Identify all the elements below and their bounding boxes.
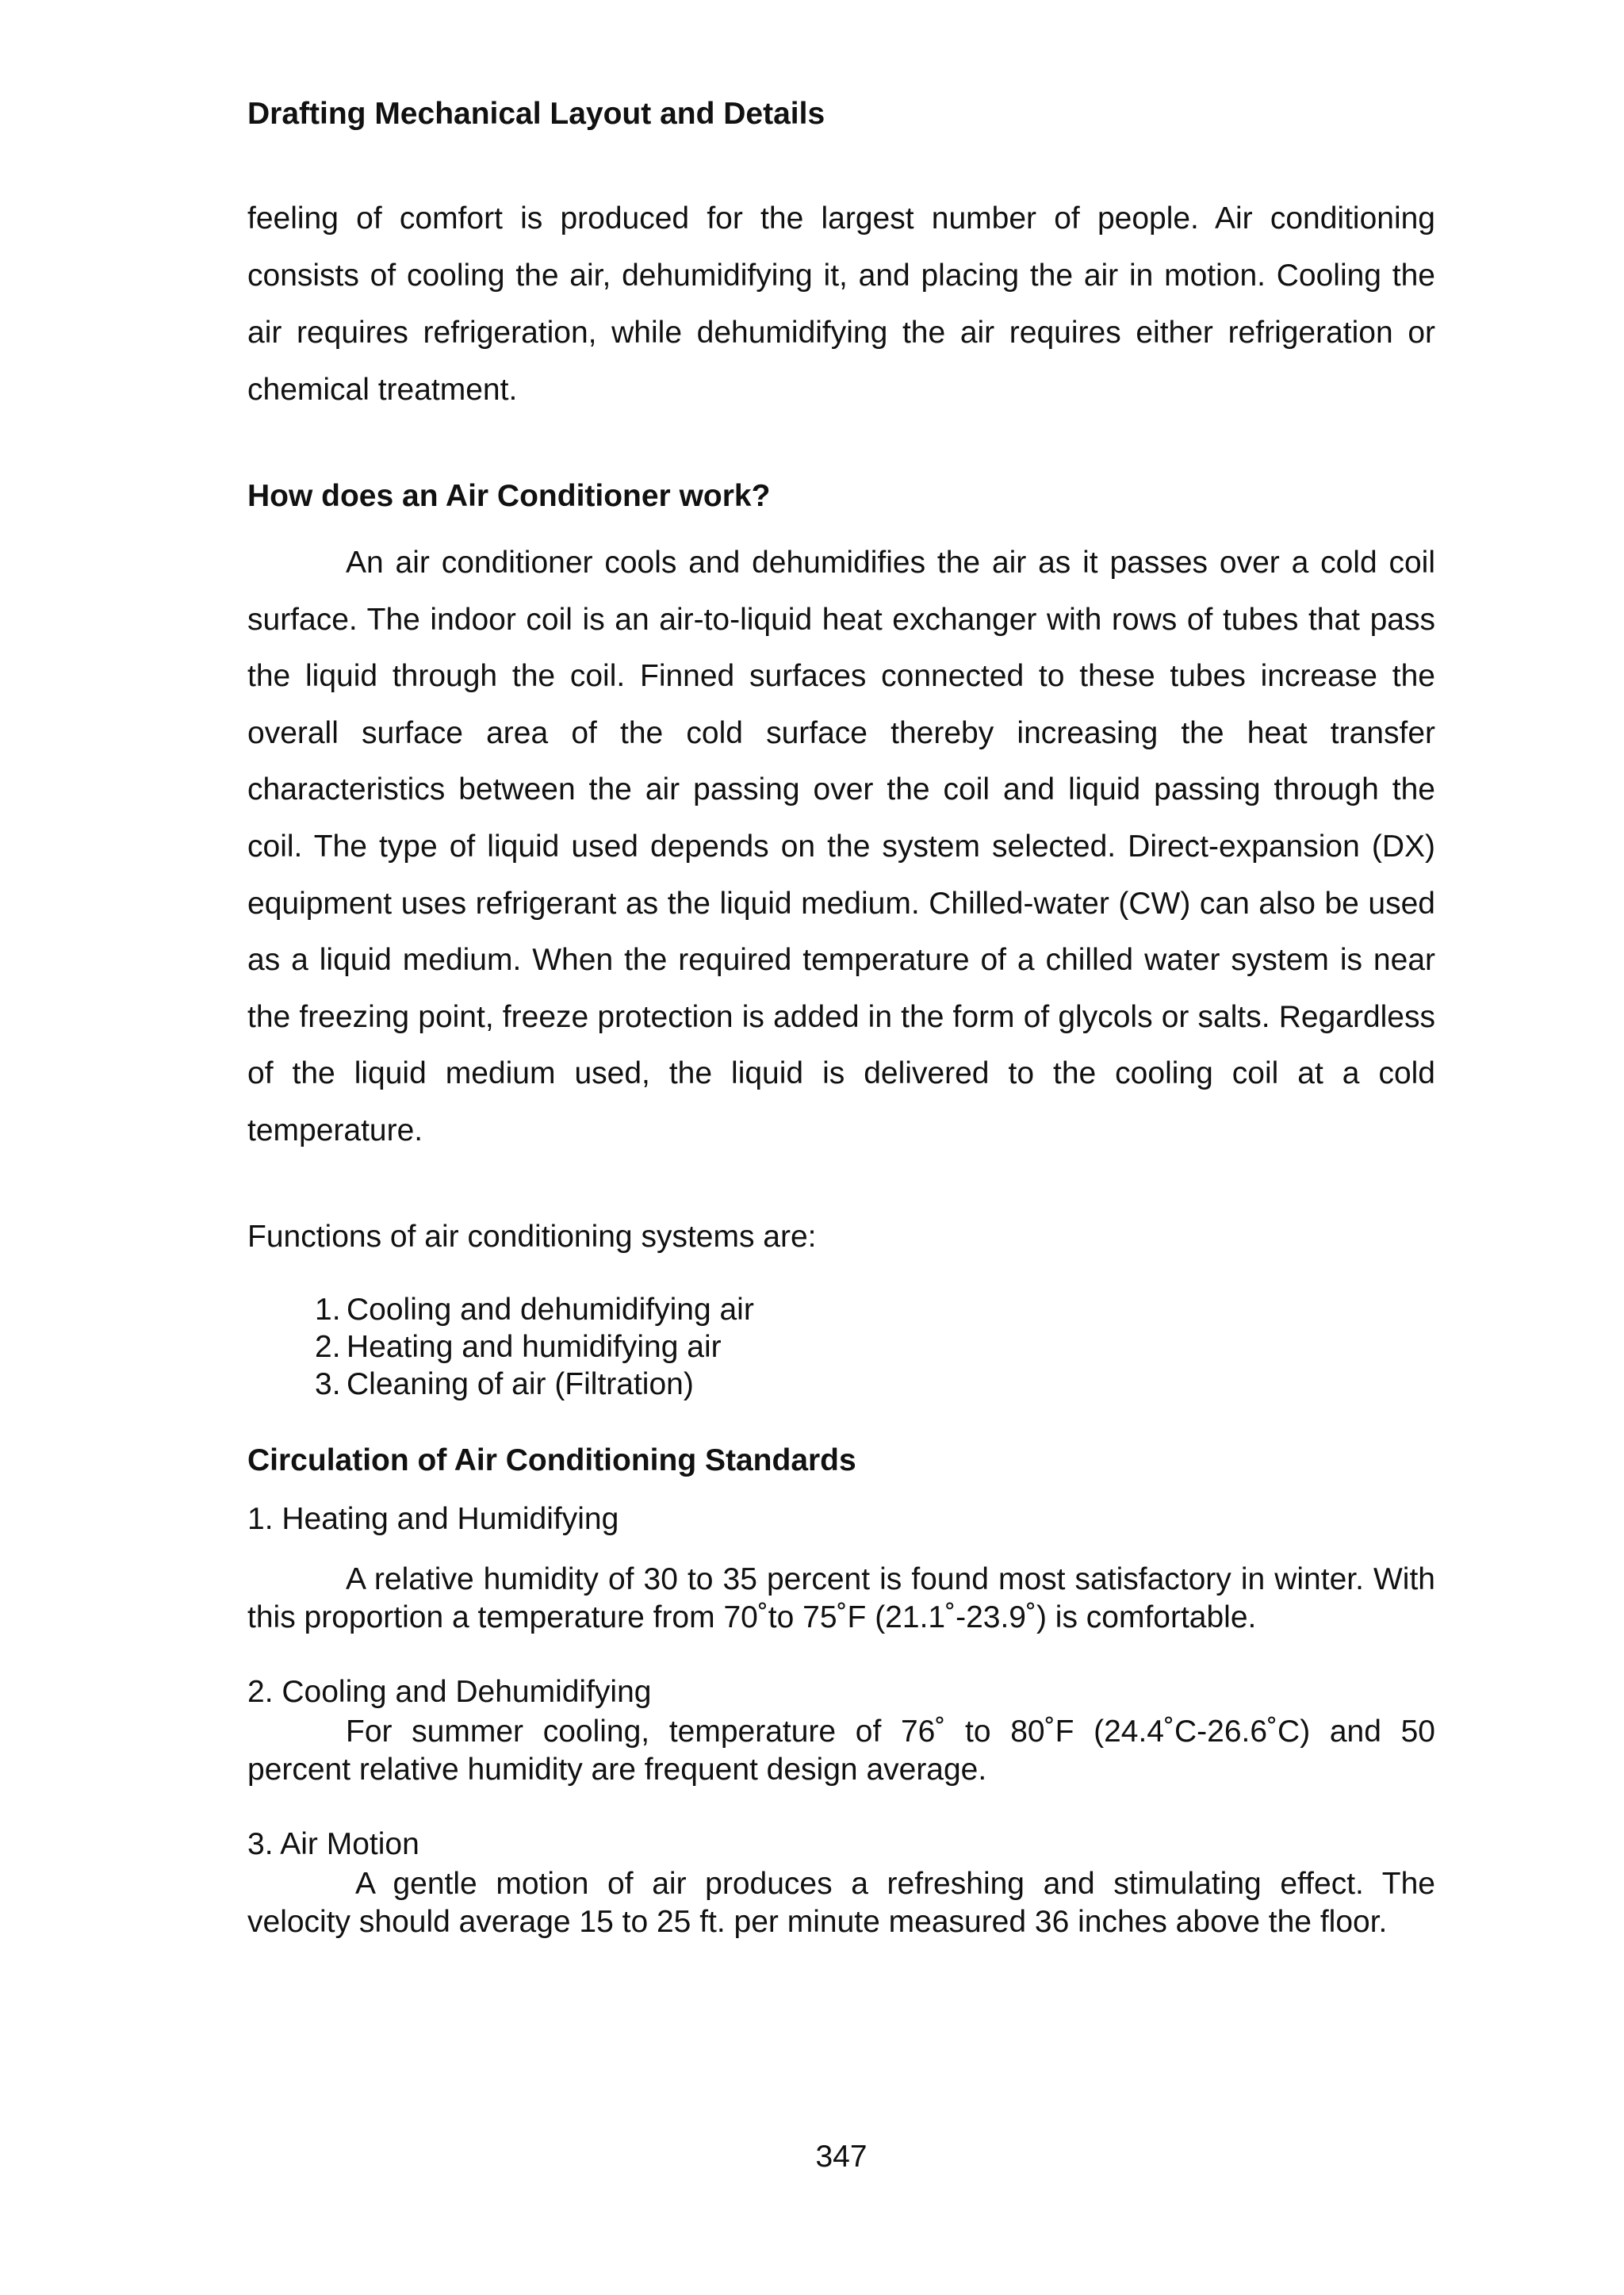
how-ac-works-paragraph: An air conditioner cools and dehumidifies the air as it passes over a cold coil surface. The indoor coil is an air-to-liquid heat exchanger with rows of tubes that pass the liquid through the coil. Finned surfaces connected to these tubes increase the overall surface area of the cold surface thereby increasing the heat transfer characteristics between the air passing over the coil and liquid passing through the coil. The type of liquid used depends on the system selected. Direct-expansion (DX) equipment uses refrigerant as the liquid medium. Chilled-water (CW) can also be used as a liquid medium. When the required temperature of a chilled water system is near the freezing point, freeze protection is added in the form of glycols or salts. Regardless of the liquid medium used, the liquid is delivered to the cooling coil at a cold temperature. (247, 546, 1435, 1148)
page-number: 347 (815, 2140, 868, 2174)
standard-title-cooling: 2. Cooling and Dehumidifying (247, 1675, 652, 1709)
standard-text-air-motion: A gentle motion of air produces a refreshing and stimulating effect. The velocity should average 15 to 25 ft. per minute measured 36 inches above the floor. (247, 1867, 1435, 1939)
intro-paragraph: feeling of comfort is produced for the largest number of people. Air conditioning consists of cooling the air, dehumidifying it, and placing the air in motion. Cooling the air requires refrigeration, while dehumidifying the air requires either refrigeration or chemical treatment. (247, 201, 1435, 407)
functions-list (247, 1291, 754, 1403)
standard-title-heating: 1. Heating and Humidifying (247, 1502, 619, 1536)
standard-text-cooling: For summer cooling, temperature of 76˚ to 80˚F (24.4˚C-26.6˚C) and 50 percent relative humidity are frequent design average. (247, 1715, 1435, 1787)
running-header: Drafting Mechanical Layout and Details (247, 97, 825, 131)
standard-text-heating: A relative humidity of 30 to 35 percent is found most satisfactory in winter. With this proportion a temperature from 70˚to 75˚F (21.1˚-23.9˚) is comfortable. (247, 1562, 1435, 1634)
list-item-text: Cooling and dehumidifying air (347, 1293, 754, 1327)
list-item (247, 1366, 754, 1403)
list-item-number: 3. (315, 1367, 341, 1401)
document-page (247, 0, 1435, 2295)
list-item-number: 1. (315, 1293, 341, 1327)
functions-intro: Functions of air conditioning systems are: (247, 1220, 817, 1254)
list-item (247, 1291, 754, 1328)
section-heading-how-ac-works: How does an Air Conditioner work? (247, 479, 771, 513)
list-item-text: Cleaning of air (Filtration) (347, 1367, 694, 1401)
list-item (247, 1328, 754, 1366)
standard-title-air-motion: 3. Air Motion (247, 1827, 419, 1861)
list-item-text: Heating and humidifying air (347, 1330, 722, 1364)
section-heading-standards: Circulation of Air Conditioning Standards (247, 1443, 856, 1477)
list-item-number: 2. (315, 1330, 341, 1364)
